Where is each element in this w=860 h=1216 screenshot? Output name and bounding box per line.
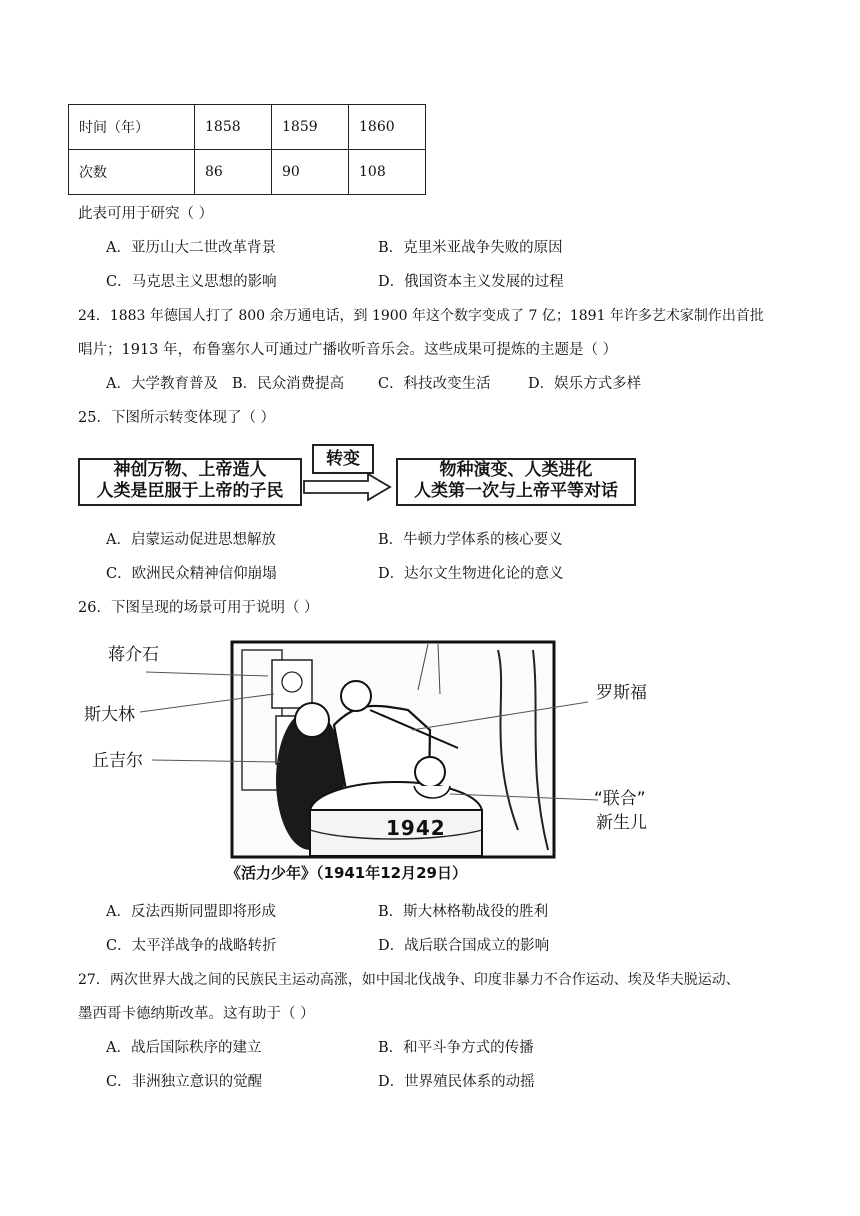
q24-option-d[interactable]: D．娱乐方式多样 bbox=[528, 376, 642, 392]
table-cell: 108 bbox=[349, 150, 426, 195]
q23-option-b[interactable]: B．克里米亚战争失败的原因 bbox=[378, 240, 563, 256]
q23-option-c[interactable]: C．马克思主义思想的影响 bbox=[106, 274, 277, 290]
cartoon-illustration bbox=[78, 630, 678, 890]
q24-stem-line1: 24．1883 年德国人打了 800 余万通电话，到 1900 年这个数字变成了 7 亿；1891 年许多艺术家制作出首批 bbox=[78, 308, 764, 324]
table-cell: 1860 bbox=[349, 105, 426, 150]
table-row bbox=[69, 105, 426, 150]
q25-option-d[interactable]: D．达尔文生物进化论的意义 bbox=[378, 566, 564, 582]
q24-option-b[interactable]: B．民众消费提高 bbox=[232, 376, 345, 392]
q24-option-a[interactable]: A．大学教育普及 bbox=[106, 376, 218, 392]
q26-option-d[interactable]: D．战后联合国成立的影响 bbox=[378, 938, 550, 954]
q25-stem: 25．下图所示转变体现了（ ） bbox=[78, 410, 276, 426]
diagram-right-line1: 物种演变、人类进化 bbox=[439, 460, 593, 480]
table-cell: 次数 bbox=[69, 150, 195, 195]
cartoon-caption: 《活力少年》（1941年12月29日） bbox=[226, 864, 467, 882]
cake-year-label: 1942 bbox=[386, 816, 446, 840]
q25-option-a[interactable]: A．启蒙运动促进思想解放 bbox=[106, 532, 276, 548]
q26-option-a[interactable]: A．反法西斯同盟即将形成 bbox=[106, 904, 276, 920]
q23-option-a[interactable]: A．亚历山大二世改革背景 bbox=[106, 240, 276, 256]
table-cell: 90 bbox=[272, 150, 349, 195]
table-cell: 86 bbox=[195, 150, 272, 195]
table-row bbox=[69, 150, 426, 195]
q24-option-c[interactable]: C．科技改变生活 bbox=[378, 376, 491, 392]
diagram-right-line2: 人类第一次与上帝平等对话 bbox=[414, 481, 618, 501]
label-baby-line1: “联合” bbox=[594, 789, 646, 809]
table-cell: 1859 bbox=[272, 105, 349, 150]
label-stalin: 斯大林 bbox=[84, 705, 135, 725]
q27-stem-line2: 墨西哥卡德纳斯改革。这有助于（ ） bbox=[78, 1006, 315, 1022]
data-table bbox=[68, 104, 426, 195]
q24-stem-line2: 唱片；1913 年，布鲁塞尔人可通过广播收听音乐会。这些成果可提炼的主题是（ ） bbox=[78, 342, 618, 358]
diagram-arrow-label: 转变 bbox=[312, 444, 374, 474]
q27-option-c[interactable]: C．非洲独立意识的觉醒 bbox=[106, 1074, 263, 1090]
q23-stem: 此表可用于研究（ ） bbox=[78, 206, 214, 222]
label-chiang: 蒋介石 bbox=[108, 645, 159, 665]
diagram-left-line1: 神创万物、上帝造人 bbox=[113, 460, 267, 480]
table-cell: 时间（年） bbox=[69, 105, 195, 150]
q25-option-c[interactable]: C．欧洲民众精神信仰崩塌 bbox=[106, 566, 277, 582]
q27-stem-line1: 27．两次世界大战之间的民族民主运动高涨，如中国北伐战争、印度非暴力不合作运动、埃及华夫脱运动、 bbox=[78, 972, 740, 988]
label-roosevelt: 罗斯福 bbox=[596, 683, 647, 703]
q23-option-d[interactable]: D．俄国资本主义发展的过程 bbox=[378, 274, 564, 290]
right-arrow-icon bbox=[302, 472, 394, 502]
q26-option-c[interactable]: C．太平洋战争的战略转折 bbox=[106, 938, 277, 954]
transition-diagram bbox=[78, 444, 638, 510]
diagram-left-line2: 人类是臣服于上帝的子民 bbox=[96, 481, 284, 501]
q27-option-b[interactable]: B．和平斗争方式的传播 bbox=[378, 1040, 534, 1056]
diagram-left-box bbox=[78, 458, 302, 506]
political-cartoon bbox=[78, 630, 678, 890]
q27-option-a[interactable]: A．战后国际秩序的建立 bbox=[106, 1040, 262, 1056]
q26-option-b[interactable]: B．斯大林格勒战役的胜利 bbox=[378, 904, 549, 920]
diagram-right-box bbox=[396, 458, 636, 506]
table-cell: 1858 bbox=[195, 105, 272, 150]
q27-option-d[interactable]: D．世界殖民体系的动摇 bbox=[378, 1074, 535, 1090]
q25-option-b[interactable]: B．牛顿力学体系的核心要义 bbox=[378, 532, 563, 548]
label-baby-line2: 新生儿 bbox=[596, 813, 647, 833]
label-churchill: 丘吉尔 bbox=[92, 751, 143, 771]
q26-stem: 26．下图呈现的场景可用于说明（ ） bbox=[78, 600, 319, 616]
